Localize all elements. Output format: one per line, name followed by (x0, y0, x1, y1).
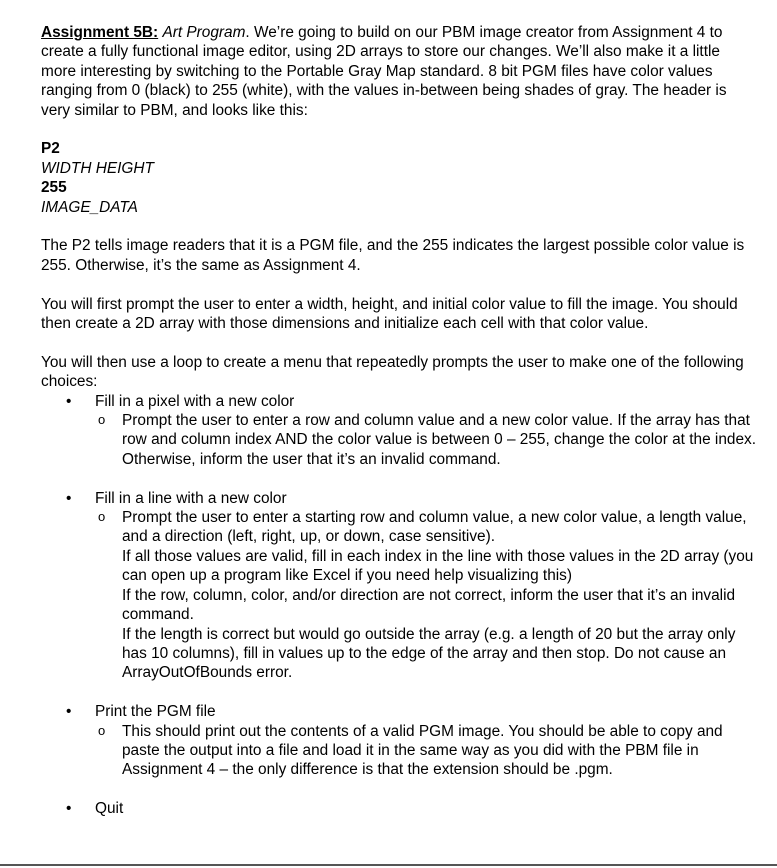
assignment-title: Art Program (162, 24, 246, 41)
sub-list (95, 508, 756, 683)
pgm-header-format (41, 139, 756, 217)
menu-choices-list-4 (41, 799, 756, 818)
menu-item-fill-pixel: Fill in a pixel with a new color (95, 392, 295, 410)
menu-choices-list-3 (41, 702, 756, 780)
bullet-icon: • (66, 489, 72, 507)
format-line-maxval: 255 (41, 179, 67, 197)
bullet-icon: • (66, 392, 72, 410)
sub-item-text: This should print out the contents of a valid PGM image. You should be able to copy and paste the output into a file and load it in the same way as you did with the PBM file in Assignment 4 – the only difference is that the extension should be .pgm. (122, 722, 723, 779)
menu-item-quit: Quit (95, 800, 124, 818)
sub-list (95, 411, 756, 469)
list-item (41, 702, 756, 780)
sub-item-text: If all those values are valid, fill in each index in the line with those values in the 2D array (you can open up a program like Excel if you need help visualizing this) (122, 547, 754, 585)
bullet-icon: • (66, 703, 72, 721)
list-item (95, 411, 756, 469)
page-bottom-divider (0, 864, 777, 866)
list-item (41, 392, 756, 470)
circle-bullet-icon: o (98, 722, 106, 738)
p2-explanation-paragraph: The P2 tells image readers that it is a PGM file, and the 255 indicates the largest possible color value is 255. Otherwise, it’s the same as Assignment 4. (41, 237, 745, 274)
sub-item-text: Prompt the user to enter a row and column value and a new color value. If the array has that row and column index AND the color value is between 0 – 255, change the color at the index. (122, 412, 756, 449)
sub-list (95, 722, 756, 780)
menu-item-fill-line: Fill in a line with a new color (95, 489, 287, 507)
menu-choices-list (41, 392, 756, 470)
circle-bullet-icon: o (98, 509, 106, 525)
prompt-dimensions-paragraph: You will first prompt the user to enter a width, height, and initial color value to fill the image. You should then create a 2D array with those dimensions and initialize each cell with that color value. (41, 295, 738, 333)
list-item (41, 799, 756, 818)
sub-item-text: If the length is correct but would go outside the array (e.g. a length of 20 but the array only has 10 columns), fill in values up to the edge of the array and then stop. Do not cause an ArrayOutOfBounds error. (122, 625, 736, 682)
menu-item-print-pgm: Print the PGM file (95, 703, 216, 721)
sub-item-text: Otherwise, inform the user that it’s an invalid command. (122, 450, 501, 468)
intro-paragraph (41, 23, 756, 120)
intro-text: . We’re going to build on our PBM image creator from Assignment 4 to create a fully functional image editor, using 2D arrays to store our changes. We’ll also make it a little more interesting by switching to the Portable Gray Map standard. 8 bit PGM files have color values ranging from 0 (black) to 255 (white), with the values in-between being shades of gray. The header is very similar to PBM, and looks like this: (41, 24, 727, 119)
list-item (41, 489, 756, 683)
assignment-document (41, 23, 756, 819)
menu-intro-paragraph: You will then use a loop to create a menu that repeatedly prompts the user to make one of the following choices: (41, 353, 744, 391)
bullet-icon: • (66, 800, 72, 818)
assignment-label: Assignment 5B: (41, 24, 159, 41)
list-item (95, 722, 756, 780)
format-line-p2: P2 (41, 140, 60, 158)
format-line-dimensions: WIDTH HEIGHT (41, 159, 154, 177)
sub-item-text: If the row, column, color, and/or direction are not correct, inform the user that it’s an invalid command. (122, 586, 736, 624)
circle-bullet-icon: o (98, 412, 106, 428)
sub-item-text: Prompt the user to enter a starting row and column value, a new color value, a length value, and a direction (left, right, up, or down, case sensitive). (122, 509, 747, 546)
format-line-image-data: IMAGE_DATA (41, 198, 138, 216)
menu-choices-list-2 (41, 489, 756, 683)
list-item (95, 508, 756, 683)
